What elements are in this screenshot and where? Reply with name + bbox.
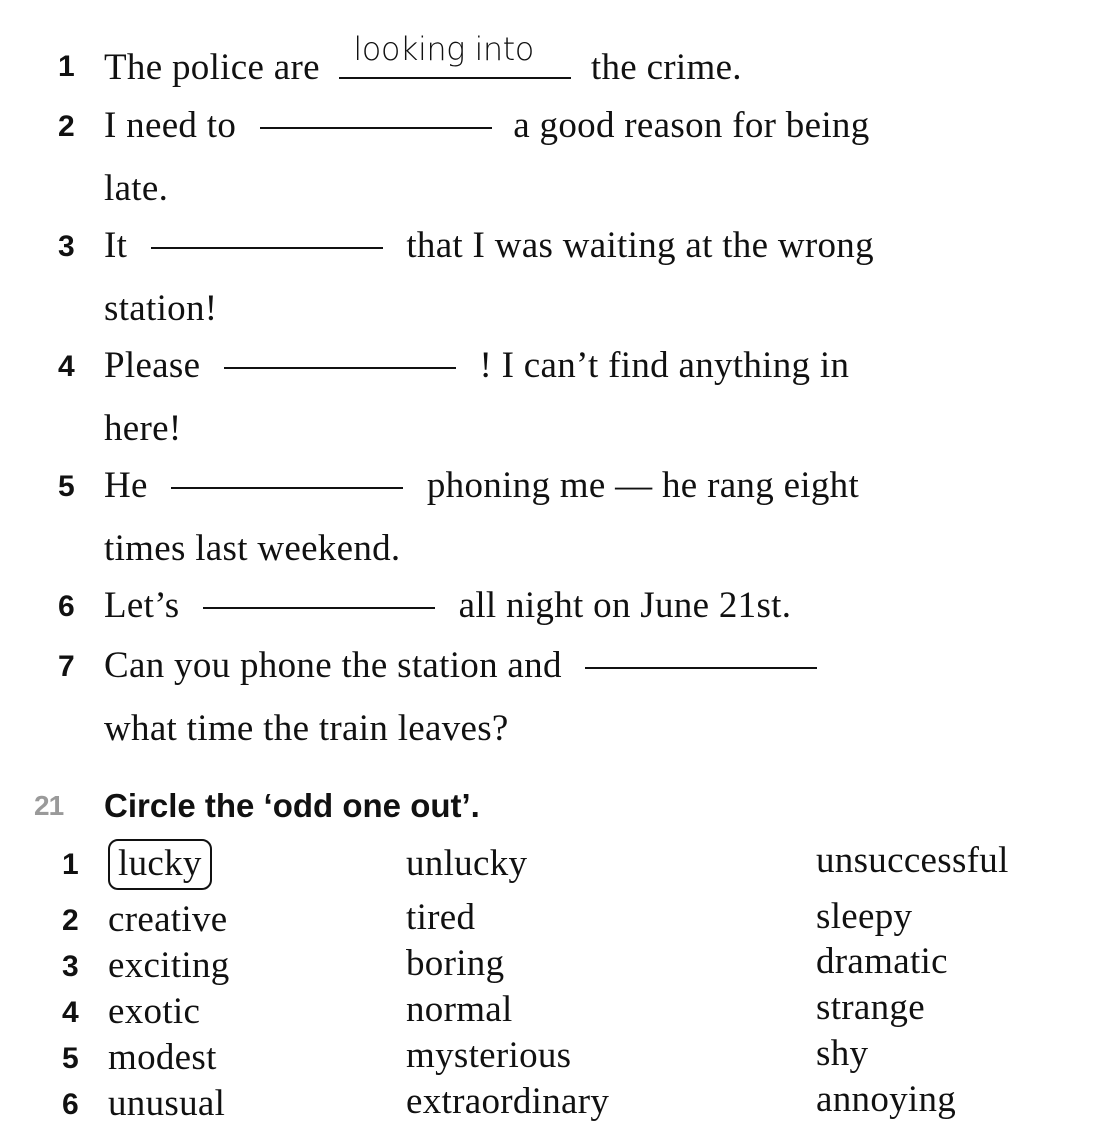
word-option[interactable]: boring	[406, 943, 505, 984]
sentence-continuation: times last weekend.	[104, 528, 401, 569]
handwritten-answer: looking into	[353, 30, 534, 68]
word-option[interactable]: sleepy	[816, 896, 913, 937]
row-number: 2	[62, 904, 79, 937]
word-option[interactable]	[118, 845, 212, 882]
answer-blank[interactable]	[171, 487, 403, 489]
sentence-text: ! I can’t find anything in	[479, 345, 850, 386]
row-number: 6	[62, 1088, 79, 1121]
sentence-line	[104, 107, 870, 144]
sentence-line	[104, 30, 742, 88]
sentence-text: phoning me — he rang eight	[426, 465, 860, 506]
item-number: 6	[58, 590, 75, 623]
sentence-line	[104, 347, 849, 384]
sentence-text: a good reason for being	[513, 105, 870, 146]
word-option[interactable]: shy	[816, 1033, 869, 1074]
word-option[interactable]: exotic	[108, 991, 201, 1032]
sentence-continuation: station!	[104, 288, 218, 329]
word-option[interactable]: creative	[108, 899, 228, 940]
sentence-continuation: here!	[104, 408, 182, 449]
sentence-line	[104, 647, 817, 684]
answer-blank[interactable]	[203, 607, 435, 609]
word-option[interactable]: exciting	[108, 945, 230, 986]
sentence-text: The police are	[104, 47, 320, 88]
answer-blank[interactable]	[224, 367, 456, 369]
row-number: 5	[62, 1042, 79, 1075]
item-number: 1	[58, 50, 75, 83]
sentence-text: all night on June 21st.	[458, 585, 792, 626]
word-option[interactable]: normal	[406, 989, 513, 1030]
sentence-text: I need to	[104, 105, 237, 146]
exercise-instruction: Circle the ‘odd one out’.	[104, 787, 480, 824]
exercise-number: 21	[34, 790, 64, 821]
sentence-continuation: what time the train leaves?	[104, 708, 509, 749]
answer-blank[interactable]	[339, 30, 571, 79]
sentence-line	[104, 587, 791, 624]
sentence-text: the crime.	[590, 47, 742, 88]
word-option[interactable]: tired	[406, 897, 476, 938]
word-option[interactable]: modest	[108, 1037, 217, 1078]
item-number: 5	[58, 470, 75, 503]
row-number: 3	[62, 950, 79, 983]
sentence-continuation: late.	[104, 168, 169, 209]
item-number: 7	[58, 650, 75, 683]
sentence-text: It	[104, 225, 128, 266]
item-number: 3	[58, 230, 75, 263]
item-number: 2	[58, 110, 75, 143]
word-option[interactable]: annoying	[816, 1079, 957, 1120]
word-option[interactable]: strange	[816, 987, 925, 1028]
sentence-text: He	[104, 465, 148, 506]
answer-blank[interactable]	[585, 667, 817, 669]
answer-blank[interactable]	[151, 247, 383, 249]
word-option[interactable]: unsuccessful	[816, 840, 1009, 881]
word-option[interactable]: extraordinary	[406, 1081, 610, 1122]
word-option[interactable]: unlucky	[406, 843, 528, 884]
circled-answer: lucky	[108, 839, 212, 890]
sentence-text: that I was waiting at the wrong	[406, 225, 874, 266]
sentence-line	[104, 467, 859, 504]
word-option[interactable]: dramatic	[816, 941, 948, 982]
answer-blank[interactable]	[260, 127, 492, 129]
item-number: 4	[58, 350, 75, 383]
sentence-text: Let’s	[104, 585, 180, 626]
sentence-text: Can you phone the station and	[104, 645, 562, 686]
row-number: 1	[62, 848, 79, 881]
word-option[interactable]: unusual	[108, 1083, 226, 1124]
row-number: 4	[62, 996, 79, 1029]
word-option[interactable]: mysterious	[406, 1035, 572, 1076]
sentence-text: Please	[104, 345, 201, 386]
sentence-line	[104, 227, 874, 264]
